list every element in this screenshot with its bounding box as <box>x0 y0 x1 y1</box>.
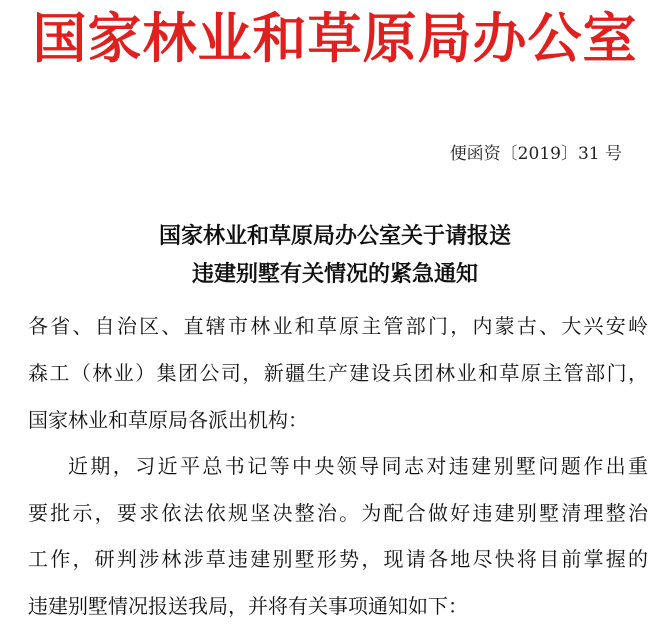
addressee-line-1: 各省、自治区、直辖市林业和草原主管部门，内蒙古、大兴安岭 <box>28 314 648 338</box>
body-paragraph-line-2: 要批示，要求依法依规坚决整治。为配合做好违建别墅清理整治 <box>28 501 648 525</box>
addressee-line-2: 森工（林业）集团公司，新疆生产建设兵团林业和草原主管部门， <box>28 361 648 385</box>
body-paragraph-line-1: 近期，习近平总书记等中央领导同志对违建别墅问题作出重 <box>68 454 648 478</box>
addressee-line-3: 国家林业和草原局各派出机构： <box>28 408 308 432</box>
body-paragraph-line-3: 工作，研判涉林涉草违建别墅形势，现请各地尽快将目前掌握的 <box>28 547 648 571</box>
notice-title-line-2: 违建别墅有关情况的紧急通知 <box>191 262 478 287</box>
document-number: 便函资〔2019〕31 号 <box>449 144 622 164</box>
body-paragraph-line-4: 违建别墅情况报送我局，并将有关事项通知如下： <box>28 594 468 618</box>
letterhead: 国家林业和草原局办公室 <box>32 7 638 70</box>
notice-title-line-1: 国家林业和草原局办公室关于请报送 <box>158 224 511 249</box>
